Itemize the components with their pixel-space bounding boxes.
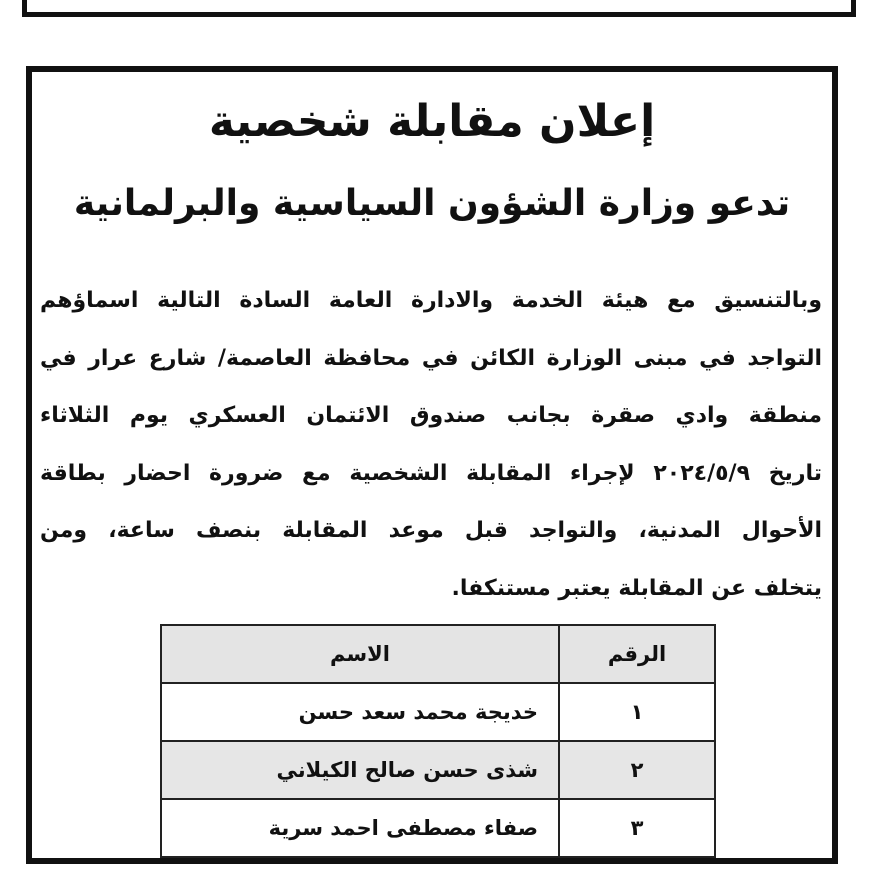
table-row (161, 799, 715, 857)
body-line: تاريخ ٢٠٢٤/٥/٩ لإجراء المقابلة الشخصية مع ضرورة احضار بطاقة (40, 460, 822, 486)
table-header-row (161, 625, 715, 683)
announcement-body (40, 272, 822, 617)
name-column-header: الاسم (161, 625, 559, 683)
candidates-table (160, 624, 716, 858)
body-line: منطقة وادي صقرة بجانب صندوق الائتمان العسكري يوم الثلاثاء (40, 403, 822, 428)
row-number: ٢ (559, 741, 715, 799)
body-line: يتخلف عن المقابلة يعتبر مستنكفا. (451, 575, 822, 601)
body-line: التواجد في مبنى الوزارة الكائن في محافظة العاصمة/ شارع عرار في (40, 345, 822, 371)
body-line: وبالتنسيق مع هيئة الخدمة والادارة العامة السادة التالية اسماؤهم (40, 288, 822, 313)
row-name: شذى حسن صالح الكيلاني (161, 741, 559, 799)
row-number: ٣ (559, 799, 715, 857)
row-name: خديجة محمد سعد حسن (161, 683, 559, 741)
table-row (161, 683, 715, 741)
table-row (161, 741, 715, 799)
announcement-title: إعلان مقابلة شخصية (208, 96, 656, 147)
row-name: صفاء مصطفى احمد سرية (161, 799, 559, 857)
previous-ad-border (22, 0, 856, 17)
number-column-header: الرقم (559, 625, 715, 683)
body-line: الأحوال المدنية، والتواجد قبل موعد المقابلة بنصف ساعة، ومن (40, 518, 822, 543)
announcement-subtitle: تدعو وزارة الشؤون السياسية والبرلمانية (73, 183, 791, 224)
announcement-box (26, 66, 838, 864)
row-number: ١ (559, 683, 715, 741)
